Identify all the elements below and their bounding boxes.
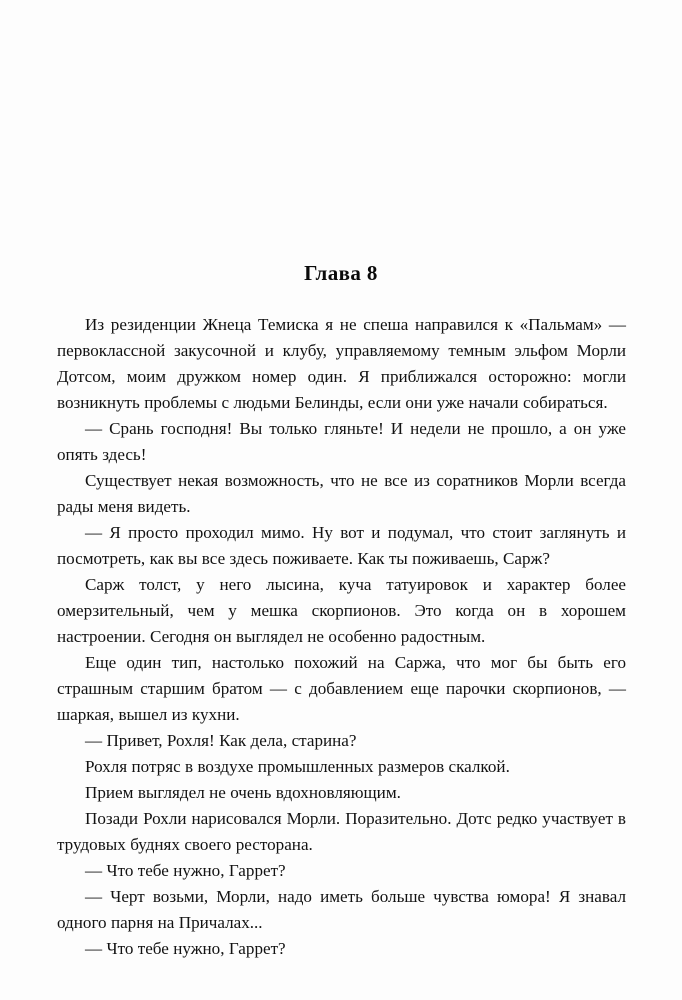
body-paragraph: Рохля потряс в воздухе промышленных размеров скалкой. <box>85 757 510 776</box>
body-text-column <box>57 312 626 962</box>
body-paragraph: — Срань господня! Вы только гляньте! И недели не прошло, а он уже опять здесь! <box>57 419 626 464</box>
chapter-heading: Глава 8 <box>304 261 378 286</box>
body-paragraph: Прием выглядел не очень вдохновляющим. <box>85 783 401 802</box>
body-paragraph: — Я просто проходил мимо. Ну вот и подумал, что стоит заглянуть и посмотреть, как вы все здесь поживаете. Как ты поживаешь, Сарж? <box>57 523 626 568</box>
body-paragraph: — Привет, Рохля! Как дела, старина? <box>85 731 357 750</box>
body-paragraph: Существует некая возможность, что не все из соратников Морли всегда рады меня видеть. <box>57 471 626 516</box>
body-paragraph: — Что тебе нужно, Гаррет? <box>85 861 286 880</box>
body-paragraph: Сарж толст, у него лысина, куча татуировок и характер более омерзительный, чем у мешка скорпионов. Это когда он в хорошем настроении. Сегодня он выглядел не особенно радостным. <box>57 575 626 646</box>
body-paragraph: Еще один тип, настолько похожий на Саржа, что мог бы быть его страшным старшим братом — с добавлением еще парочки скорпионов, — шаркая, вышел из кухни. <box>57 653 626 724</box>
body-paragraph: Позади Рохли нарисовался Морли. Поразительно. Дотс редко участвует в трудовых буднях своего ресторана. <box>57 809 626 854</box>
body-paragraph: Из резиденции Жнеца Темиска я не спеша направился к «Пальмам» — первоклассной закусочной и клубу, управляемому темным эльфом Морли Дотсом, моим дружком номер один. Я приближался осторожно: могли возникнуть проблемы с людьми Белинды, если они уже начали собираться. <box>57 315 626 412</box>
body-paragraph: — Черт возьми, Морли, надо иметь больше чувства юмора! Я знавал одного парня на Причалах... <box>57 887 626 932</box>
body-paragraph: — Что тебе нужно, Гаррет? <box>85 939 286 958</box>
